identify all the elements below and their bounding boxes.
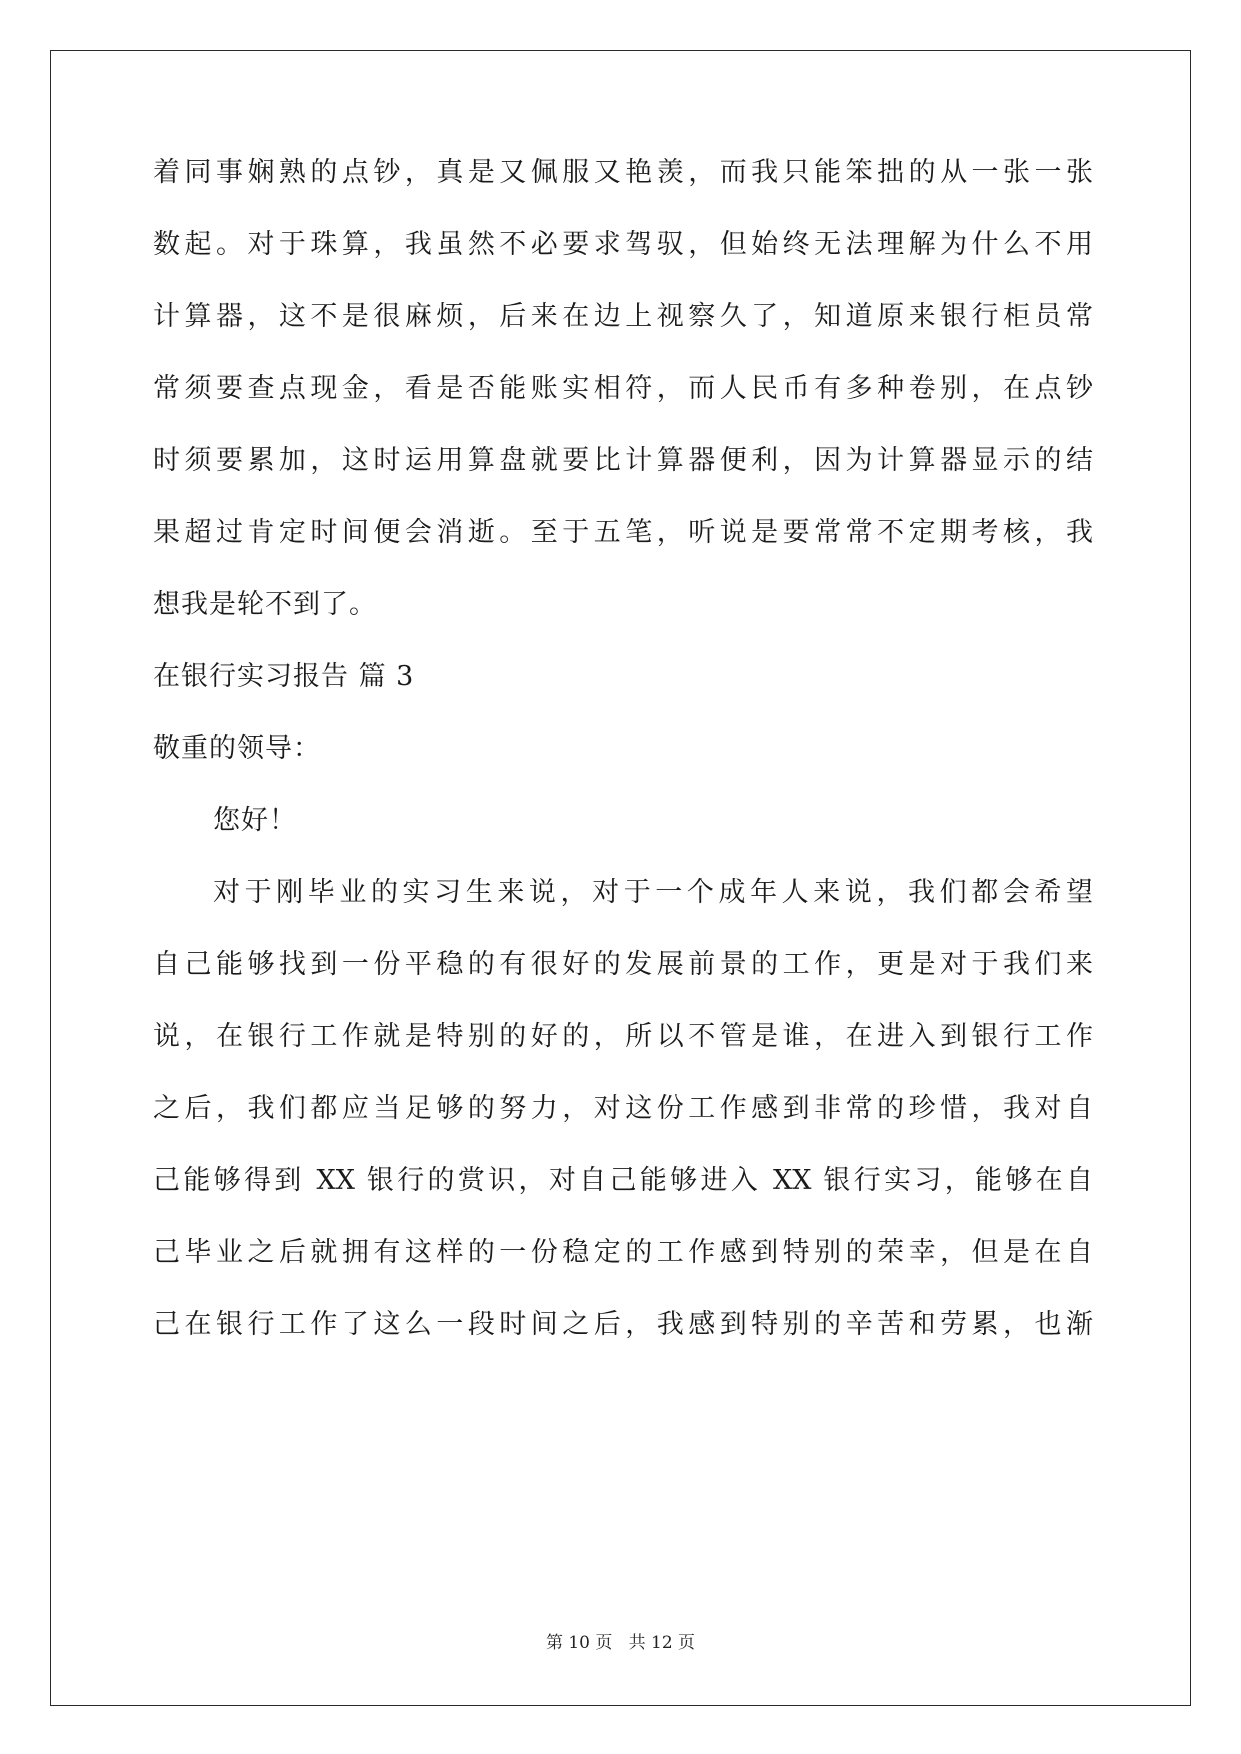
text-line: 己在银行工作了这么一段时间之后，我感到特别的辛苦和劳累，也渐 xyxy=(153,1309,1093,1340)
text-line: 时须要累加，这时运用算盘就要比计算器便利，因为计算器显示的结 xyxy=(153,445,1093,476)
text-line: 常须要查点现金，看是否能账实相符，而人民币有多种卷别，在点钞 xyxy=(153,373,1093,404)
text-line: 之后，我们都应当足够的努力，对这份工作感到非常的珍惜，我对自 xyxy=(153,1093,1093,1124)
salutation: 敬重的领导： xyxy=(153,733,321,764)
text-line: 己能够得到 XX 银行的赏识，对自己能够进入 XX 银行实习，能够在自 xyxy=(153,1165,1093,1196)
text-line: 计算器，这不是很麻烦，后来在边上视察久了，知道原来银行柜员常 xyxy=(153,301,1093,332)
text-line: 果超过肯定时间便会消逝。至于五笔，听说是要常常不定期考核，我 xyxy=(153,517,1093,548)
text-line: 着同事娴熟的点钞，真是又佩服又艳羡，而我只能笨拙的从一张一张 xyxy=(153,157,1093,188)
text-line: 数起。对于珠算，我虽然不必要求驾驭，但始终无法理解为什么不用 xyxy=(153,229,1093,260)
text-line: 己毕业之后就拥有这样的一份稳定的工作感到特别的荣幸，但是在自 xyxy=(153,1237,1093,1268)
page-number-footer: 第 10 页 共 12 页 xyxy=(545,1633,696,1653)
text-line: 对于刚毕业的实习生来说，对于一个成年人来说，我们都会希望 xyxy=(213,877,1093,908)
text-line: 想我是轮不到了。 xyxy=(153,589,377,620)
text-line: 说，在银行工作就是特别的好的，所以不管是谁，在进入到银行工作 xyxy=(153,1021,1093,1052)
greeting: 您好！ xyxy=(213,805,297,836)
section-heading: 在银行实习报告 篇 3 xyxy=(153,661,415,692)
text-line: 自己能够找到一份平稳的有很好的发展前景的工作，更是对于我们来 xyxy=(153,949,1093,980)
